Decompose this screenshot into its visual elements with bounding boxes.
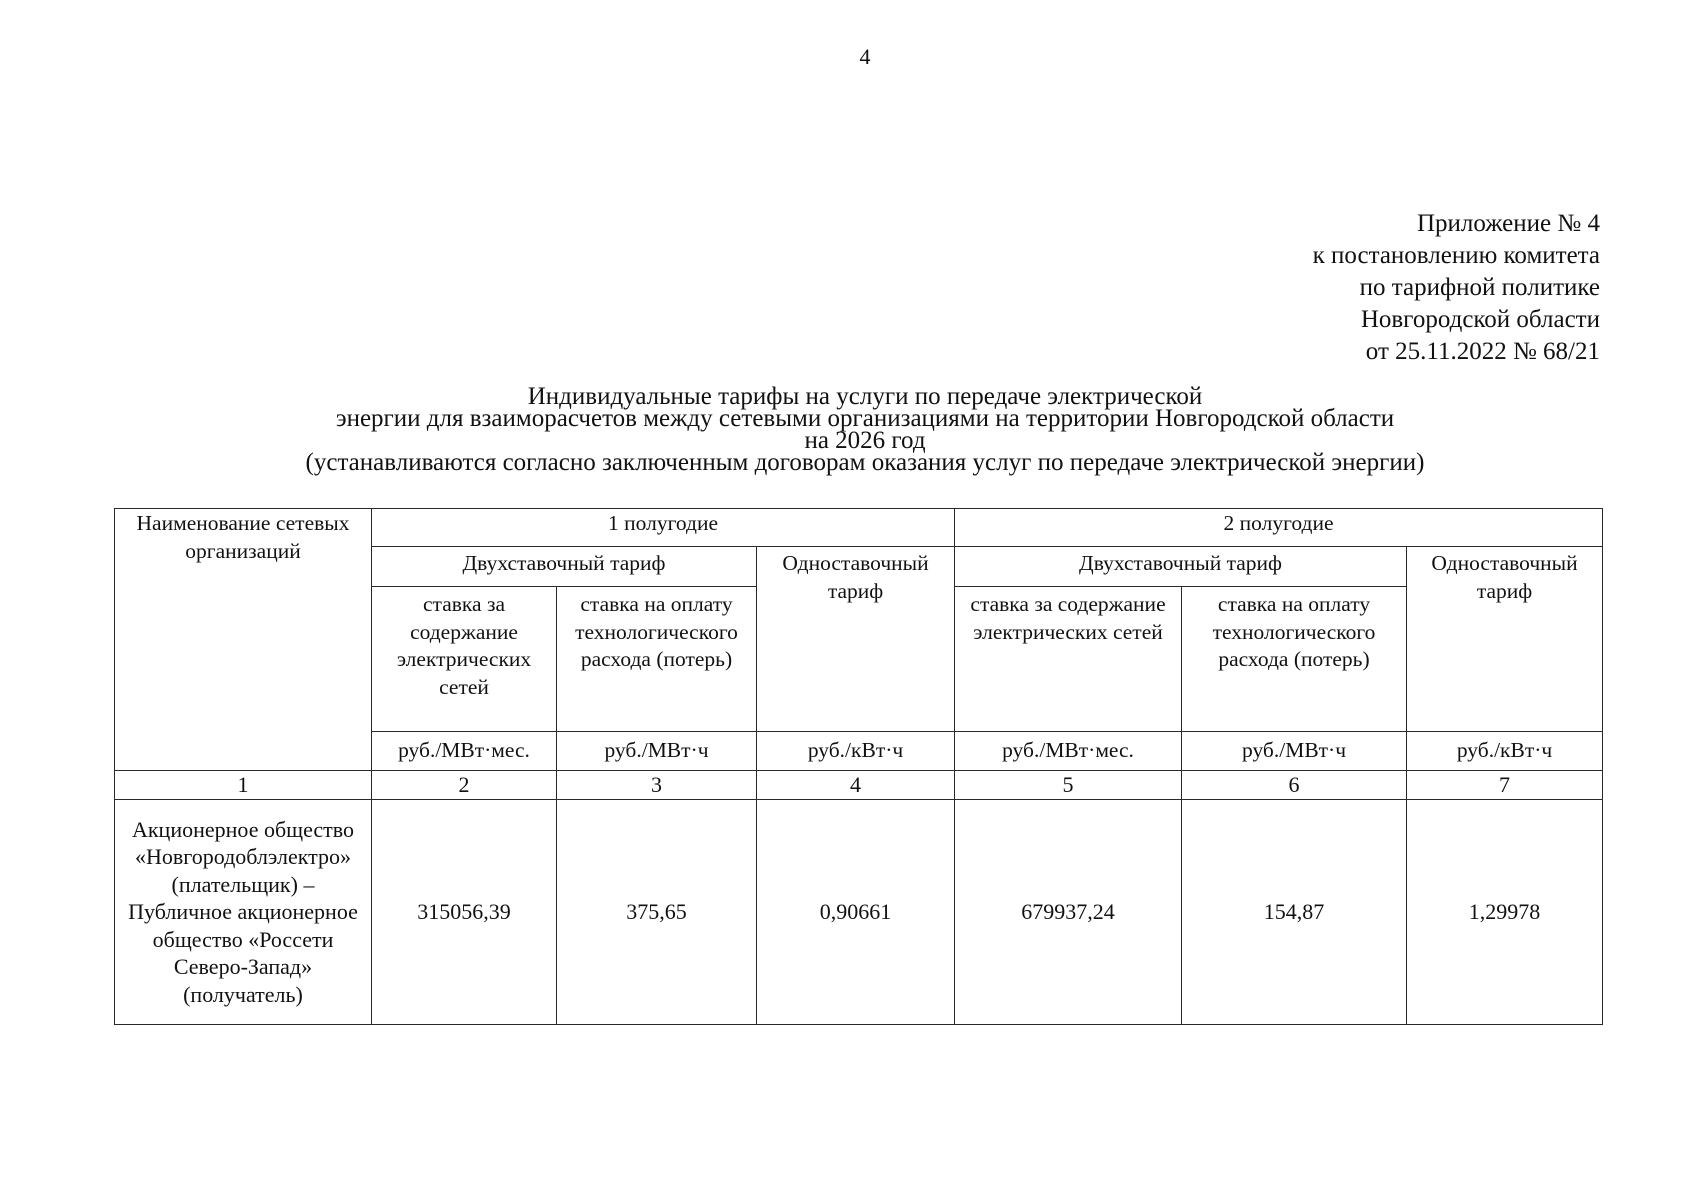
appendix-line: по тарифной политике xyxy=(1359,274,1600,301)
table-row xyxy=(115,800,1603,1025)
half1-one-part-header: Одноставочный тариф xyxy=(757,547,955,732)
half2-two-part-header: Двухставочный тариф xyxy=(955,547,1407,587)
appendix-line: к постановлению комитета xyxy=(1312,242,1600,269)
value-cell: 679937,24 xyxy=(955,800,1182,1025)
unit-cell: руб./кВт·ч xyxy=(757,732,955,771)
column-number-cell: 7 xyxy=(1407,771,1603,800)
document-title xyxy=(0,383,1695,476)
value-cell: 315056,39 xyxy=(372,800,557,1025)
unit-cell: руб./МВт·мес. xyxy=(955,732,1182,771)
half1-losses-header: ставка на оплату технологического расхода (потерь) xyxy=(557,587,757,732)
half2-maintenance-header: ставка за содержание электрических сетей xyxy=(955,587,1182,732)
title-line: на 2026 год xyxy=(804,427,926,454)
value-cell: 0,90661 xyxy=(757,800,955,1025)
title-line: (устанавливаются согласно заключенным договорам оказания услуг по передаче электрической энергии) xyxy=(305,449,1425,476)
half1-maintenance-header: ставка за содержание электрических сетей xyxy=(372,587,557,732)
title-line: Индивидуальные тарифы на услуги по передаче электрической xyxy=(527,383,1203,410)
half2-header-cell: 2 полугодие xyxy=(955,509,1603,547)
column-number-cell: 3 xyxy=(557,771,757,800)
half1-two-part-header: Двухставочный тариф xyxy=(372,547,757,587)
unit-cell: руб./МВт·мес. xyxy=(372,732,557,771)
tariff-table xyxy=(114,508,1603,1025)
half2-losses-header: ставка на оплату технологического расхода (потерь) xyxy=(1182,587,1407,732)
value-cell: 1,29978 xyxy=(1407,800,1603,1025)
column-number-cell: 6 xyxy=(1182,771,1407,800)
title-line: энергии для взаиморасчетов между сетевыми организациями на территории Новгородской области xyxy=(335,405,1395,432)
column-number-cell: 4 xyxy=(757,771,955,800)
half2-one-part-header: Одноставочный тариф xyxy=(1407,547,1603,732)
half1-header-cell: 1 полугодие xyxy=(372,509,955,547)
column-number-cell: 1 xyxy=(115,771,372,800)
value-cell: 375,65 xyxy=(557,800,757,1025)
column-number-row xyxy=(115,771,1603,800)
unit-cell: руб./МВт·ч xyxy=(557,732,757,771)
appendix-block xyxy=(1313,208,1600,368)
page-number: 4 xyxy=(859,44,871,69)
column-number-cell: 5 xyxy=(955,771,1182,800)
appendix-line: Новгородской области xyxy=(1360,306,1600,333)
organization-cell: Акционерное общество «Новгородоблэлектро» (плательщик) – Публичное акционерное общество «Россети Северо-Запад» (получатель) xyxy=(115,800,372,1025)
column-number-cell: 2 xyxy=(372,771,557,800)
org-header-cell: Наименование сетевых организаций xyxy=(115,509,372,771)
value-cell: 154,87 xyxy=(1182,800,1407,1025)
unit-cell: руб./МВт·ч xyxy=(1182,732,1407,771)
unit-cell: руб./кВт·ч xyxy=(1407,732,1603,771)
appendix-line: от 25.11.2022 № 68/21 xyxy=(1365,338,1600,365)
header-row xyxy=(115,509,1603,547)
appendix-line: Приложение № 4 xyxy=(1416,210,1600,237)
